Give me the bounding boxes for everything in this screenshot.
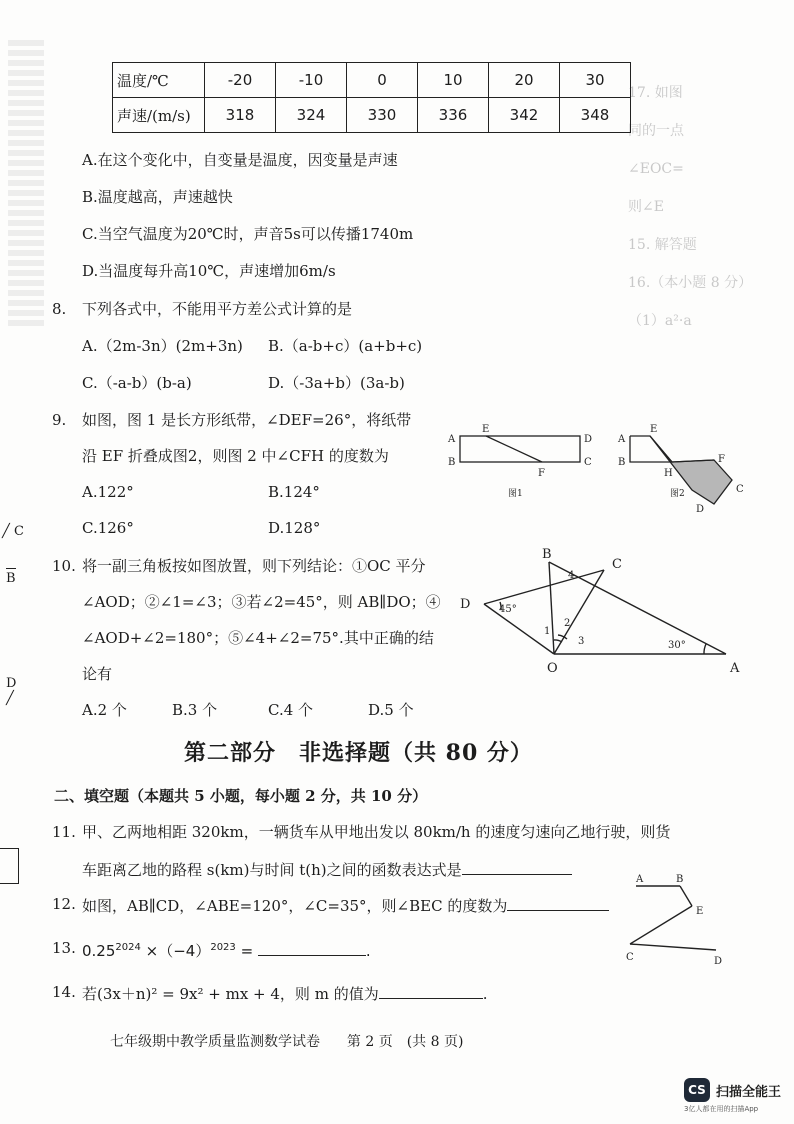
angle-30-label: 30° <box>668 640 686 651</box>
q11-text: 车距离乙地的路程 s(km)与时间 t(h)之间的函数表达式是 <box>82 861 462 879</box>
edge-label-c: C <box>13 524 24 539</box>
q7-option-c: C.当空气温度为20℃时，声音5s可以传播1740m <box>82 225 414 243</box>
table-cell: 324 <box>276 98 347 133</box>
bleed-text <box>628 74 752 340</box>
bleed-line-7: （1）a²·a <box>628 313 692 329</box>
q11-answer-blank[interactable] <box>462 858 572 875</box>
edge-mark-c <box>2 524 24 539</box>
q10-line-1: 将一副三角板按如图放置，则下列结论：①OC 平分 <box>82 557 426 575</box>
svg-text:O: O <box>547 661 558 676</box>
edge-line: ╱ <box>2 524 14 539</box>
bleed-line-4: 则∠E <box>628 199 664 215</box>
q8-option-a: A.（2m-3n）(2m+3n) <box>82 337 243 355</box>
svg-text:B: B <box>676 874 684 885</box>
q10-option-b: B.3 个 <box>172 701 218 719</box>
q9-line-1: 如图，图 1 是长方形纸带，∠DEF=26°，将纸带 <box>82 411 412 429</box>
table-row-temperature <box>113 63 631 98</box>
part-two-title: 第二部分 非选择题（共 80 分） <box>184 740 533 766</box>
temperature-speed-table <box>112 62 631 133</box>
app-tagline: 3亿人都在用的扫描App <box>684 1105 759 1113</box>
svg-text:A: A <box>448 434 456 445</box>
q10-option-a: A.2 个 <box>82 701 127 719</box>
table-row-speed <box>113 98 631 133</box>
svg-text:D: D <box>584 434 593 445</box>
q11-number: 11. <box>52 823 76 841</box>
svg-text:A: A <box>636 874 644 885</box>
table-cell: -10 <box>276 63 347 98</box>
q14-line: 若(3x＋n)² = 9x² + mx + 4，则 m 的值为 . <box>82 982 487 1004</box>
svg-text:C: C <box>736 484 744 495</box>
edge-bracket <box>0 848 19 884</box>
footer-title: 七年级期中教学质量监测数学试卷 <box>110 1034 320 1050</box>
svg-text:4: 4 <box>568 570 575 581</box>
q13-equals: = <box>240 942 254 960</box>
q13-exponent-2: 2023 <box>210 942 236 953</box>
svg-text:E: E <box>696 906 704 917</box>
q12-answer-blank[interactable] <box>507 894 609 911</box>
q10-line-3: ∠AOD+∠2=180°；⑤∠4+∠2=75°.其中正确的结 <box>82 629 434 647</box>
q14-text: 若(3x＋n)² = 9x² + mx + 4，则 m 的值为 <box>82 985 379 1003</box>
table-cell: 0 <box>347 63 418 98</box>
q12-parallel-diagram <box>620 868 730 968</box>
q10-number: 10. <box>52 557 76 575</box>
q10-triangle-diagram <box>454 540 754 680</box>
q7-option-a: A.在这个变化中，自变量是温度，因变量是声速 <box>82 151 398 169</box>
table-cell: 318 <box>205 98 276 133</box>
svg-text:3: 3 <box>578 636 585 647</box>
svg-text:H: H <box>664 468 673 479</box>
q9-option-c: C.126° <box>82 519 134 537</box>
q10-option-d: D.5 个 <box>368 701 414 719</box>
svg-text:B: B <box>448 457 456 468</box>
section-fill-blank-heading: 二、填空题（本题共 5 小题，每小题 2 分，共 10 分） <box>54 787 428 805</box>
edge-watermark <box>8 40 44 330</box>
table-cell: 30 <box>560 63 631 98</box>
table-header-speed: 声速/(m/s) <box>113 98 205 133</box>
svg-text:E: E <box>650 424 658 435</box>
edge-mark-b <box>6 568 16 586</box>
q8-option-b: B.（a-b+c）(a+b+c) <box>268 337 423 355</box>
bleed-line-3: ∠EOC= <box>628 161 684 177</box>
q13-exponent-1: 2024 <box>115 942 141 953</box>
fig1-caption: 图1 <box>508 489 523 499</box>
q13-expression: $0.25^{2024} \times(-4)^{2023}$ = . <box>82 938 371 961</box>
svg-text:1: 1 <box>544 626 551 637</box>
q10-line-2: ∠AOD；②∠1=∠3；③若∠2=45°，则 AB∥DO；④ <box>82 593 441 611</box>
q8-option-c: C.（-a-b）(b-a) <box>82 374 192 392</box>
fig2-caption: 图2 <box>670 489 685 499</box>
q10-line-4: 论有 <box>82 665 113 683</box>
bleed-line-1: 17. 如图 <box>628 85 683 101</box>
q9-figures <box>446 418 756 518</box>
q9-option-b: B.124° <box>268 483 320 501</box>
table-cell: 342 <box>489 98 560 133</box>
table-header-temperature: 温度/℃ <box>113 63 205 98</box>
edge-mark-d <box>6 676 16 706</box>
table-cell: 348 <box>560 98 631 133</box>
q9-line-2: 沿 EF 折叠成图2，则图 2 中∠CFH 的度数为 <box>82 447 389 465</box>
svg-text:C: C <box>626 952 634 963</box>
svg-text:F: F <box>718 454 725 465</box>
scanner-watermark <box>684 1078 781 1114</box>
table-cell: -20 <box>205 63 276 98</box>
table-cell: 20 <box>489 63 560 98</box>
q12-line <box>82 894 609 916</box>
svg-text:D: D <box>460 597 471 612</box>
table-cell: 336 <box>418 98 489 133</box>
fig1-paper-strip <box>460 436 580 462</box>
q12-number: 12. <box>52 895 76 913</box>
q9-option-d: D.128° <box>268 519 321 537</box>
svg-text:D: D <box>714 956 723 967</box>
q11-line-2 <box>82 858 572 880</box>
bleed-line-2: 同的一点 <box>628 123 684 139</box>
edge-label-d: D <box>6 676 17 691</box>
table-cell: 330 <box>347 98 418 133</box>
edge-slash: ╱ <box>6 691 14 706</box>
q7-option-b: B.温度越高，声速越快 <box>82 188 233 206</box>
svg-text:A: A <box>730 661 740 676</box>
svg-text:A: A <box>618 434 626 445</box>
q13-base: 0.25 <box>82 942 116 960</box>
angle-45-label: 45° <box>499 604 517 615</box>
svg-text:C: C <box>584 457 592 468</box>
svg-text:E: E <box>482 424 490 435</box>
svg-text:C: C <box>612 557 622 572</box>
svg-text:D: D <box>696 504 705 515</box>
q10-option-c: C.4 个 <box>268 701 314 719</box>
camscanner-logo-icon: CS <box>684 1078 710 1102</box>
q11-line-1: 甲、乙两地相距 320km，一辆货车从甲地出发以 80km/h 的速度匀速向乙地行驶，则货 <box>82 823 671 841</box>
q8-option-d: D.（-3a+b）(3a-b) <box>268 374 405 392</box>
q8-stem: 下列各式中，不能用平方差公式计算的是 <box>82 300 353 318</box>
q9-number: 9. <box>52 411 67 429</box>
edge-label-b: B <box>6 571 16 586</box>
q13-answer-blank[interactable] <box>258 939 366 956</box>
table-cell: 10 <box>418 63 489 98</box>
q7-option-d: D.当温度每升高10℃，声速增加6m/s <box>82 262 336 280</box>
footer-page-number: 第 2 页 (共 8 页) <box>346 1034 464 1050</box>
svg-text:2: 2 <box>564 618 571 629</box>
q9-option-a: A.122° <box>82 483 134 501</box>
footer <box>110 1031 463 1051</box>
bleed-line-5: 15. 解答题 <box>628 237 697 253</box>
bleed-line-6: 16.（本小题 8 分） <box>628 275 753 291</box>
q14-number: 14. <box>52 983 76 1001</box>
q13-times: ×（−4） <box>145 942 211 960</box>
q8-number: 8. <box>52 300 67 318</box>
svg-text:B: B <box>618 457 626 468</box>
q12-text: 如图，AB∥CD，∠ABE=120°，∠C=35°，则∠BEC 的度数为 <box>82 897 508 915</box>
q14-answer-blank[interactable] <box>379 982 483 999</box>
q13-number: 13. <box>52 939 76 957</box>
svg-text:B: B <box>542 547 552 562</box>
app-name: 扫描全能王 <box>716 1084 782 1100</box>
svg-text:F: F <box>538 468 545 479</box>
